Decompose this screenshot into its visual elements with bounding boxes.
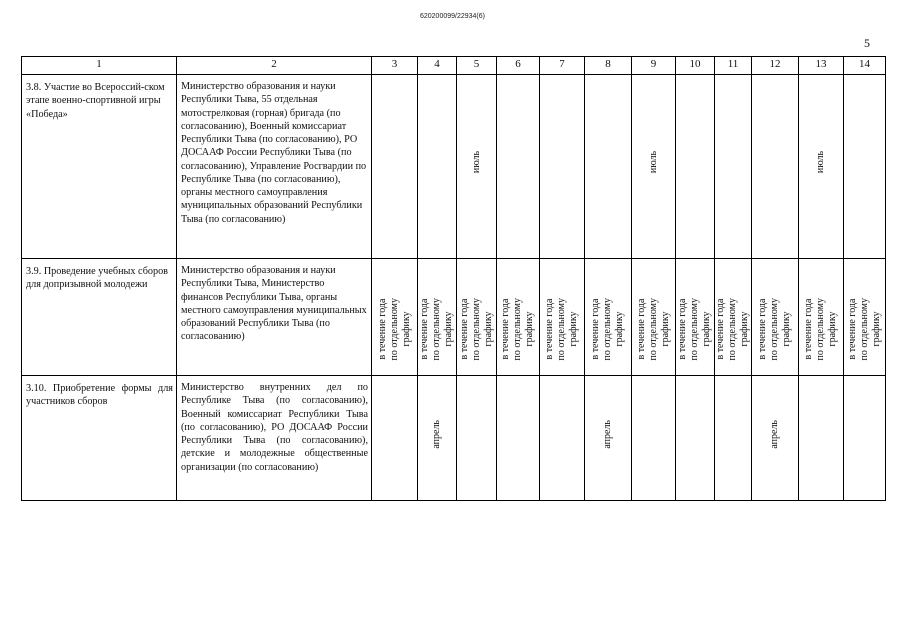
- document-id: 620200099/22934(6): [419, 13, 485, 20]
- page-number: 5: [864, 36, 870, 50]
- empty-cell: [497, 376, 540, 501]
- empty-cell: [799, 376, 844, 501]
- schedule-text: в течение года по отдельному графику: [544, 298, 579, 361]
- header-cell: 11: [715, 57, 752, 75]
- month-text: апрель: [431, 419, 442, 449]
- schedule-cell: [752, 259, 799, 376]
- header-cell: 12: [752, 57, 799, 75]
- month-text: апрель: [769, 419, 780, 449]
- header-cell: 9: [632, 57, 676, 75]
- schedule-cell: [540, 259, 585, 376]
- empty-cell: [715, 75, 752, 259]
- header-cell: 1: [22, 57, 177, 75]
- empty-cell: [540, 75, 585, 259]
- schedule-cell: [676, 259, 715, 376]
- schedule-cell: [715, 259, 752, 376]
- month-cell: [752, 376, 799, 501]
- month-text: июль: [647, 151, 659, 174]
- empty-cell: [752, 75, 799, 259]
- header-cell: 8: [585, 57, 632, 75]
- empty-cell: [497, 75, 540, 259]
- month-cell: [799, 75, 844, 259]
- event-cell: 3.10. Приобретение формы для участников сборов: [22, 376, 177, 501]
- schedule-cell: [372, 259, 418, 376]
- schedule-text: в течение года по отдельному графику: [803, 298, 838, 361]
- schedule-cell: [457, 259, 497, 376]
- schedule-text: в течение года по отдельному графику: [419, 298, 454, 361]
- event-cell: 3.9. Проведение учебных сборов для допризывной молодежи: [22, 259, 177, 376]
- empty-cell: [540, 376, 585, 501]
- schedule-text: в течение года по отдельному графику: [590, 298, 625, 361]
- header-cell: 5: [457, 57, 497, 75]
- schedule-text: в течение года по отдельному графику: [677, 298, 712, 361]
- schedule-text: в течение года по отдельному графику: [376, 298, 412, 361]
- empty-cell: [585, 75, 632, 259]
- header-cell: 4: [418, 57, 457, 75]
- empty-cell: [715, 376, 752, 501]
- header-cell: 7: [540, 57, 585, 75]
- empty-cell: [372, 75, 418, 259]
- month-text: июль: [470, 151, 482, 174]
- header-row: [22, 57, 886, 75]
- header-cell: 14: [844, 57, 886, 75]
- executors-cell: Министерство внутренних дел по Республике Тыва (по согласованию), Военный комиссариат Республики Тыва (по согласованию), РО ДОСААФ России Республики Тыва (по согласованию), детские и молодежные общественные организации (по согласованию): [177, 376, 372, 501]
- table-row: [22, 75, 886, 259]
- header-cell: 13: [799, 57, 844, 75]
- executors-cell: Министерство образования и науки Республики Тыва, 55 отдельная мотострелковая (горная) бригада (по согласованию), Военный комиссариат Республики Тыва (по согласованию), РО ДОСААФ России Республики Тыва (по согласованию), Управление Росгвардии по Республике Тыва (по согласованию), органы местного самоуправления муниципальных образований Республики Тыва (по согласованию): [177, 75, 372, 259]
- month-cell: [585, 376, 632, 501]
- month-cell: [632, 75, 676, 259]
- schedule-cell: [844, 259, 886, 376]
- schedule-text: в течение года по отдельному графику: [846, 298, 882, 361]
- plan-table: [21, 56, 886, 501]
- empty-cell: [632, 376, 676, 501]
- empty-cell: [457, 376, 497, 501]
- month-cell: [457, 75, 497, 259]
- schedule-cell: [799, 259, 844, 376]
- schedule-cell: [585, 259, 632, 376]
- empty-cell: [844, 376, 886, 501]
- empty-cell: [418, 75, 457, 259]
- schedule-cell: [497, 259, 540, 376]
- empty-cell: [372, 376, 418, 501]
- header-cell: 6: [497, 57, 540, 75]
- schedule-cell: [418, 259, 457, 376]
- month-cell: [418, 376, 457, 501]
- header-cell: 10: [676, 57, 715, 75]
- table-row: [22, 259, 886, 376]
- empty-cell: [844, 75, 886, 259]
- schedule-text: в течение года по отдельному графику: [458, 298, 494, 361]
- empty-cell: [676, 75, 715, 259]
- header-cell: 3: [372, 57, 418, 75]
- schedule-text: в течение года по отдельному графику: [500, 298, 535, 361]
- schedule-text: в течение года по отдельному графику: [635, 298, 671, 361]
- table-row: [22, 376, 886, 501]
- schedule-text: в течение года по отдельному графику: [715, 298, 750, 361]
- event-cell: 3.8. Участие во Всероссий-ском этапе военно-спортивной игры «Победа»: [22, 75, 177, 259]
- month-text: июль: [815, 151, 826, 174]
- schedule-text: в течение года по отдельному графику: [757, 298, 792, 361]
- executors-cell: Министерство образования и науки Республики Тыва, Министерство финансов Республики Тыва, органы местного самоуправления муниципальных образований Республики Тыва (по согласованию): [177, 259, 372, 376]
- header-cell: 2: [177, 57, 372, 75]
- month-text: апрель: [602, 419, 613, 449]
- schedule-cell: [632, 259, 676, 376]
- empty-cell: [676, 376, 715, 501]
